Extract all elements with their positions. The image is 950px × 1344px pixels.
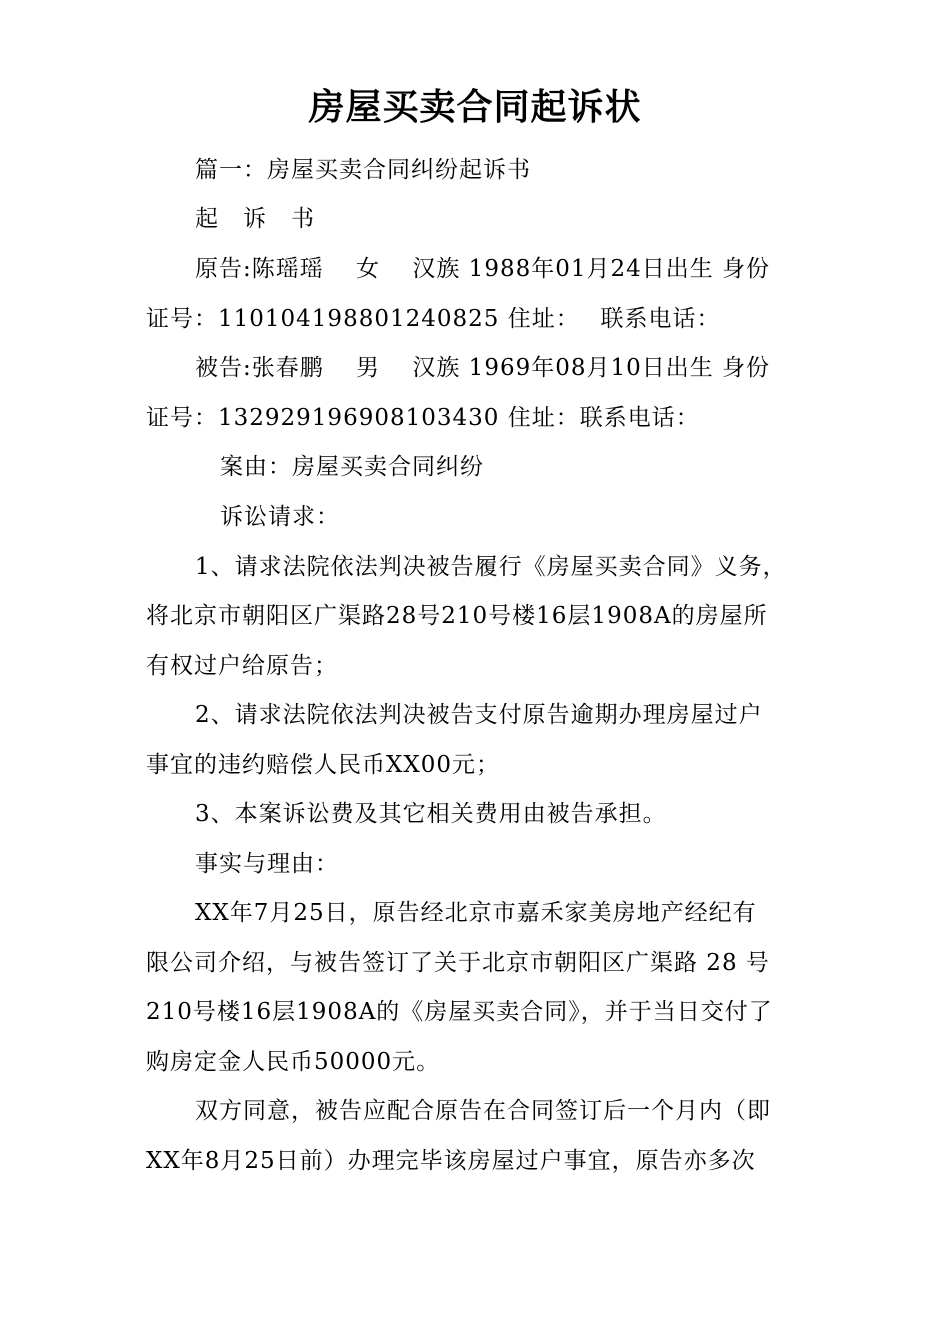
text-line-plaintiff-id: 证号：110104198801240825 住址： 联系电话： xyxy=(146,306,721,332)
text-line-claim-2b: 事宜的违约赔偿人民币XX00元； xyxy=(146,752,501,778)
text-line-facts-1a: XX年7月25日，原告经北京市嘉禾家美房地产经纪有 xyxy=(195,900,757,926)
text-line-claims-heading: 诉讼请求： xyxy=(220,504,340,530)
document-title: 房屋买卖合同起诉状 xyxy=(308,87,642,128)
text-line-facts-2a: 双方同意，被告应配合原告在合同签订后一个月内（即 xyxy=(195,1098,771,1124)
text-line-facts-1d: 购房定金人民币50000元。 xyxy=(146,1049,441,1075)
text-line-facts-1b: 限公司介绍，与被告签订了关于北京市朝阳区广渠路 28 号 xyxy=(146,950,770,976)
text-line-claim-1c: 有权过户给原告； xyxy=(146,653,338,679)
text-line-defendant: 被告:张春鹏 男 汉族 1969年08月10日出生 身份 xyxy=(195,355,771,381)
text-line-facts-1c: 210号楼16层1908A的《房屋买卖合同》，并于当日交付了 xyxy=(146,999,773,1025)
text-line-plaintiff: 原告:陈瑶瑶 女 汉族 1988年01月24日出生 身份 xyxy=(195,256,771,282)
text-line-doc-heading: 起 诉 书 xyxy=(195,206,315,232)
text-line-claim-1a: 1、请求法院依法判决被告履行《房屋买卖合同》义务， xyxy=(195,554,787,580)
text-line-claim-3: 3、本案诉讼费及其它相关费用由被告承担。 xyxy=(195,801,667,827)
text-line-section-heading: 篇一：房屋买卖合同纠纷起诉书 xyxy=(195,157,531,183)
text-line-case-cause: 案由：房屋买卖合同纠纷 xyxy=(220,454,484,480)
text-line-facts-2b: XX年8月25日前）办理完毕该房屋过户事宜，原告亦多次 xyxy=(146,1148,756,1174)
text-line-defendant-id: 证号：132929196908103430 住址：联系电话： xyxy=(146,405,700,431)
text-line-claim-1b: 将北京市朝阳区广渠路28号210号楼16层1908A的房屋所 xyxy=(146,603,768,629)
text-line-claim-2a: 2、请求法院依法判决被告支付原告逾期办理房屋过户 xyxy=(195,702,763,728)
text-line-facts-heading: 事实与理由： xyxy=(195,851,339,877)
